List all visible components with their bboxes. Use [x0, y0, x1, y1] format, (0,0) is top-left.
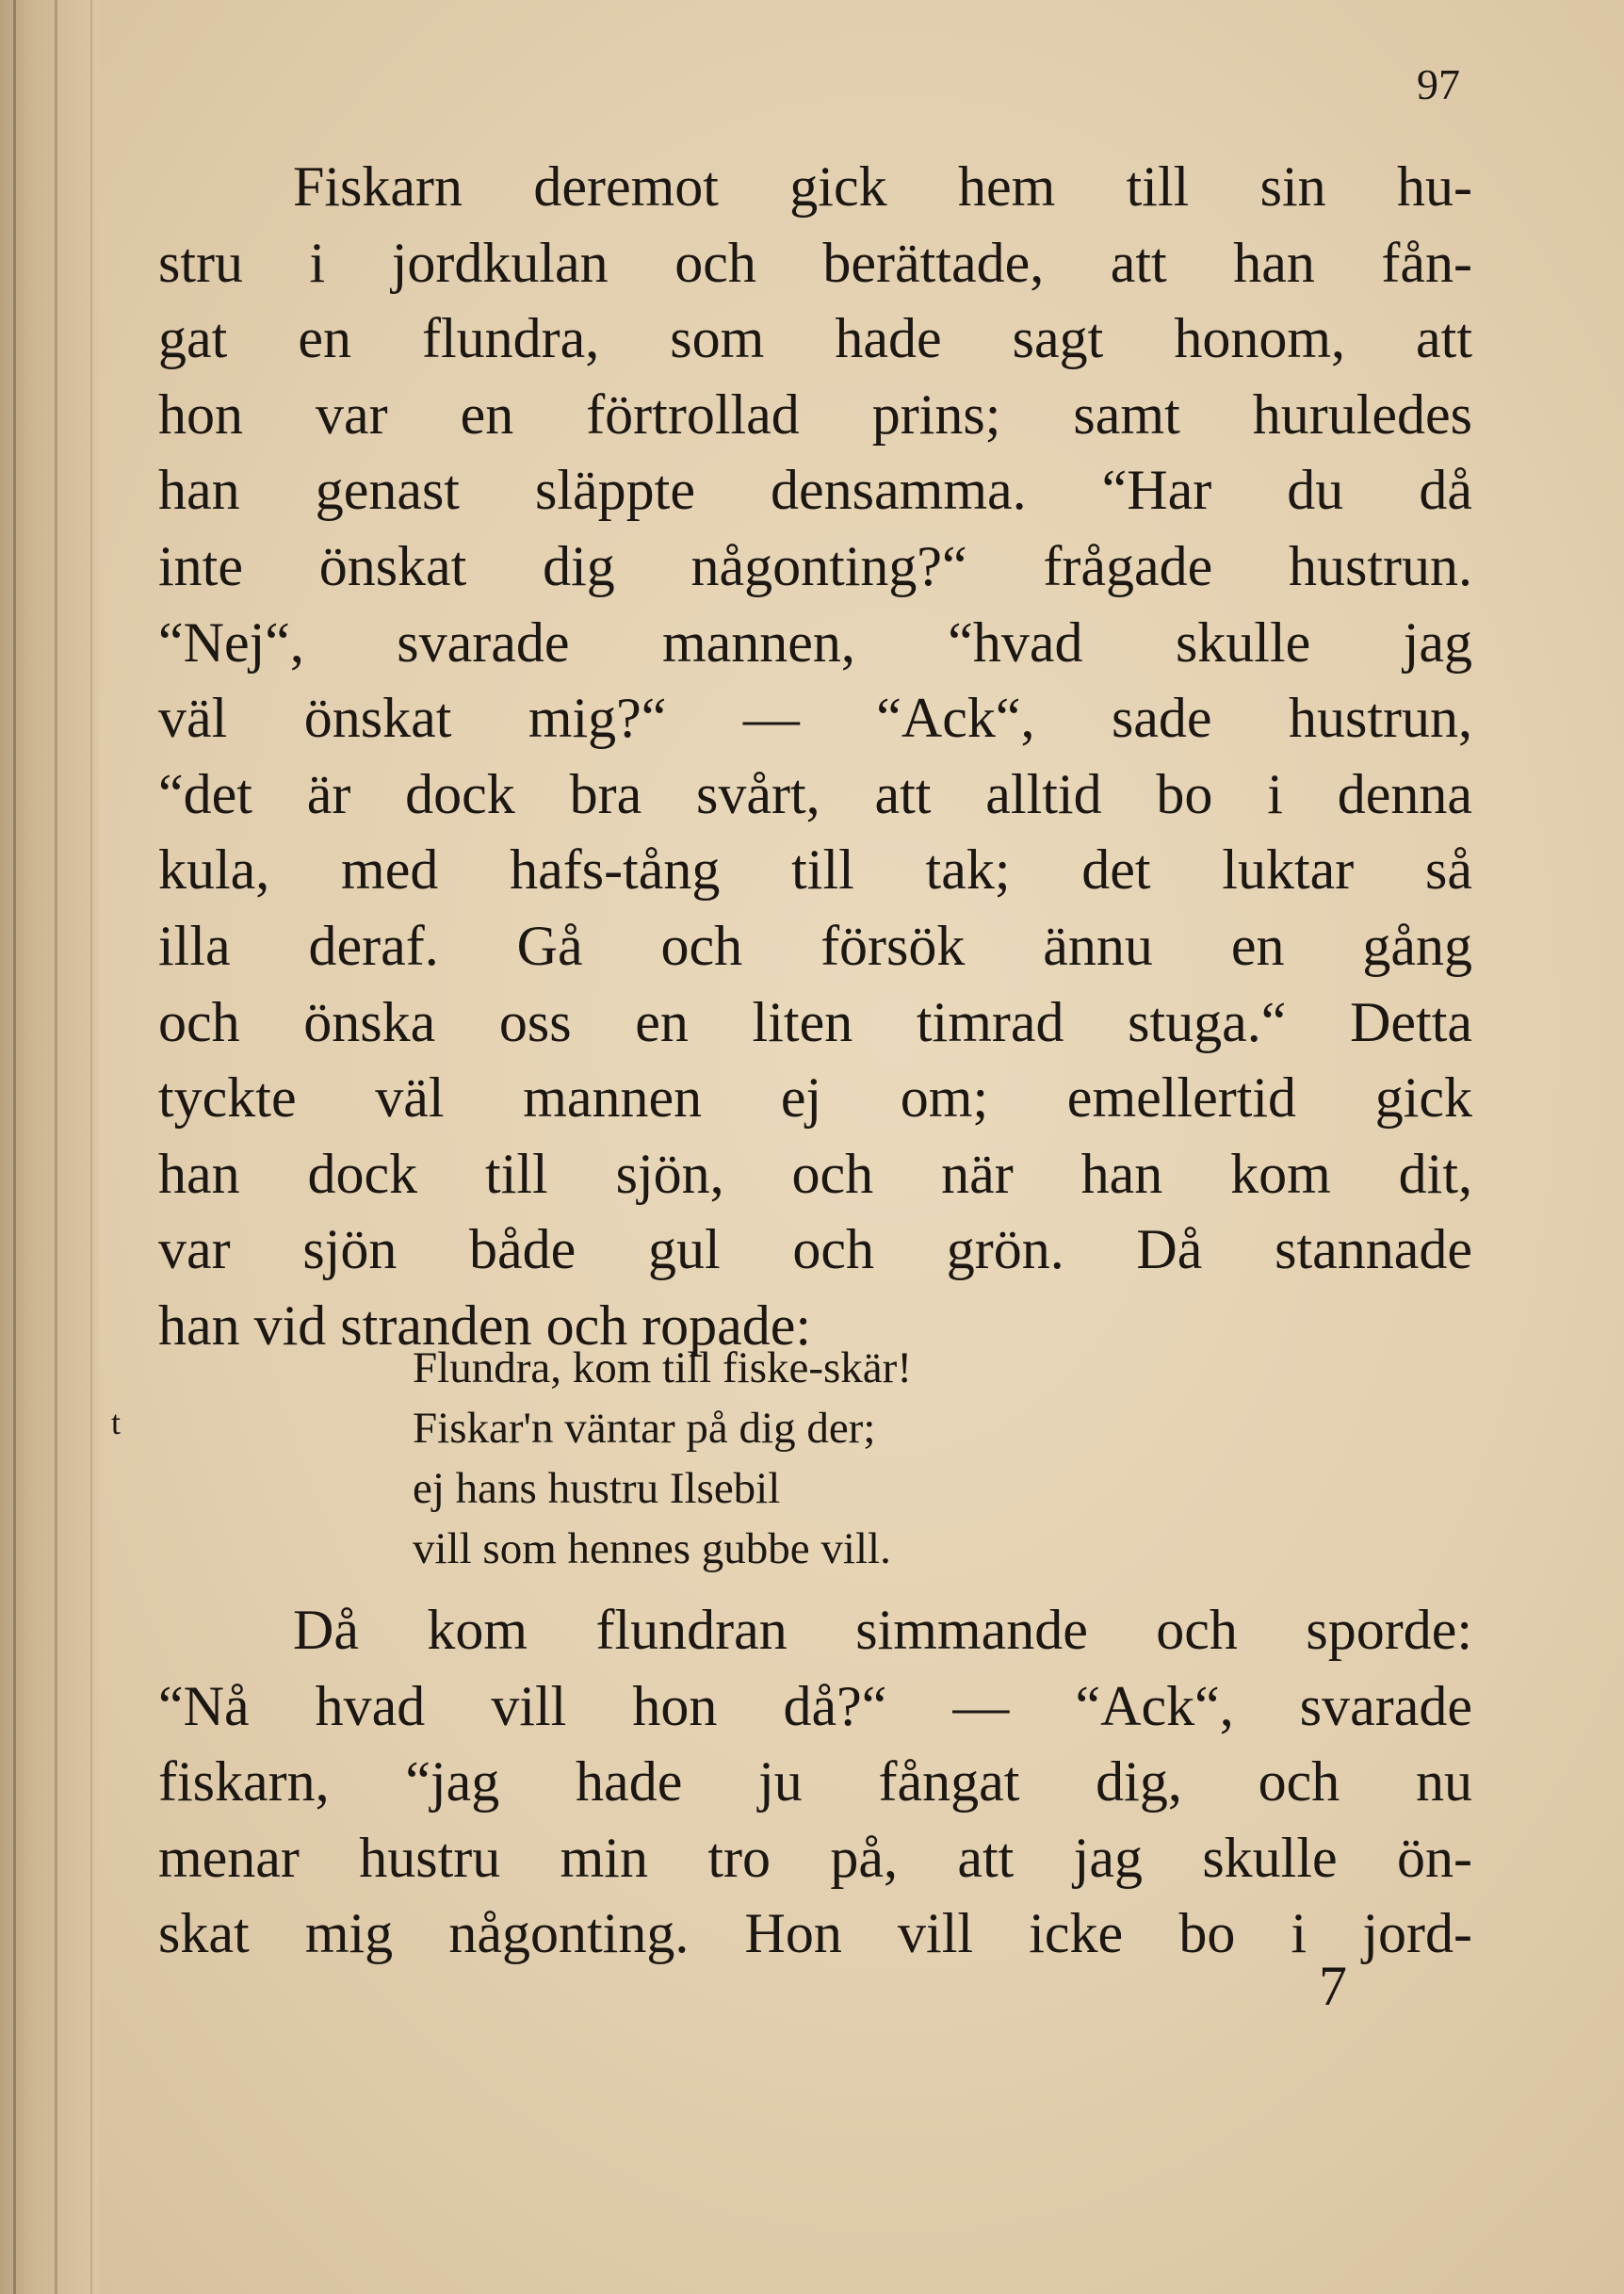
text-line: fiskarn, “jag hade ju fångat dig, och nu [158, 1750, 1472, 1814]
page-number: 97 [1417, 60, 1460, 108]
text-line: hon var en förtrollad prins; samt huruledes [158, 382, 1472, 446]
text-line: gat en flundra, som hade sagt honom, att [158, 307, 1472, 370]
verse-line: ej hans hustru Ilsebil [413, 1464, 781, 1513]
verse-block [413, 1338, 1260, 1579]
verse-line: Flundra, kom till fiske-skär! [413, 1343, 912, 1392]
paragraph-1 [158, 149, 1472, 1364]
text-line: skat mig någonting. Hon vill icke bo i jord- [158, 1902, 1472, 1965]
verse-line: Fiskar'n väntar på dig der; [413, 1404, 876, 1453]
signature-mark: 7 [1319, 1955, 1347, 2017]
text-line: tyckte väl mannen ej om; emellertid gick [158, 1066, 1472, 1130]
text-line: “Nej“, svarade mannen, “hvad skulle jag [158, 610, 1472, 674]
text-line: “det är dock bra svårt, att alltid bo i denna [158, 762, 1472, 825]
text-line: illa deraf. Gå och försök ännu en gång [158, 914, 1472, 977]
page-edge-line [13, 0, 16, 2294]
text-line: stru i jordkulan och berättade, att han fån- [158, 231, 1472, 294]
margin-mark: t [111, 1404, 122, 1441]
text-line: Då kom flundran simmande och sporde: [293, 1599, 1472, 1661]
text-line: och önska oss en liten timrad stuga.“ Detta [158, 990, 1472, 1053]
text-line: Fiskarn deremot gick hem till sin hu- [293, 155, 1472, 218]
text-line: “Nå hvad vill hon då?“ — “Ack“, svarade [158, 1674, 1472, 1737]
paragraph-2 [158, 1592, 1472, 1972]
verse-line: vill som hennes gubbe vill. [413, 1524, 891, 1573]
page-edge-line [90, 0, 92, 2294]
text-line: inte önskat dig någonting?“ frågade hustrun. [158, 534, 1472, 597]
text-line: väl önskat mig?“ — “Ack“, sade hustrun, [158, 687, 1472, 750]
text-line: han genast släppte densamma. “Har du då [158, 459, 1472, 522]
text-line: var sjön både gul och grön. Då stannade [158, 1218, 1472, 1281]
text-line: menar hustru min tro på, att jag skulle ön- [158, 1826, 1472, 1889]
text-line: han dock till sjön, och när han kom dit, [158, 1142, 1472, 1205]
text-line: kula, med hafs-tång till tak; det luktar så [158, 838, 1472, 902]
text-line: han vid stranden och ropade: [158, 1293, 812, 1357]
page-edge-line [55, 0, 57, 2294]
